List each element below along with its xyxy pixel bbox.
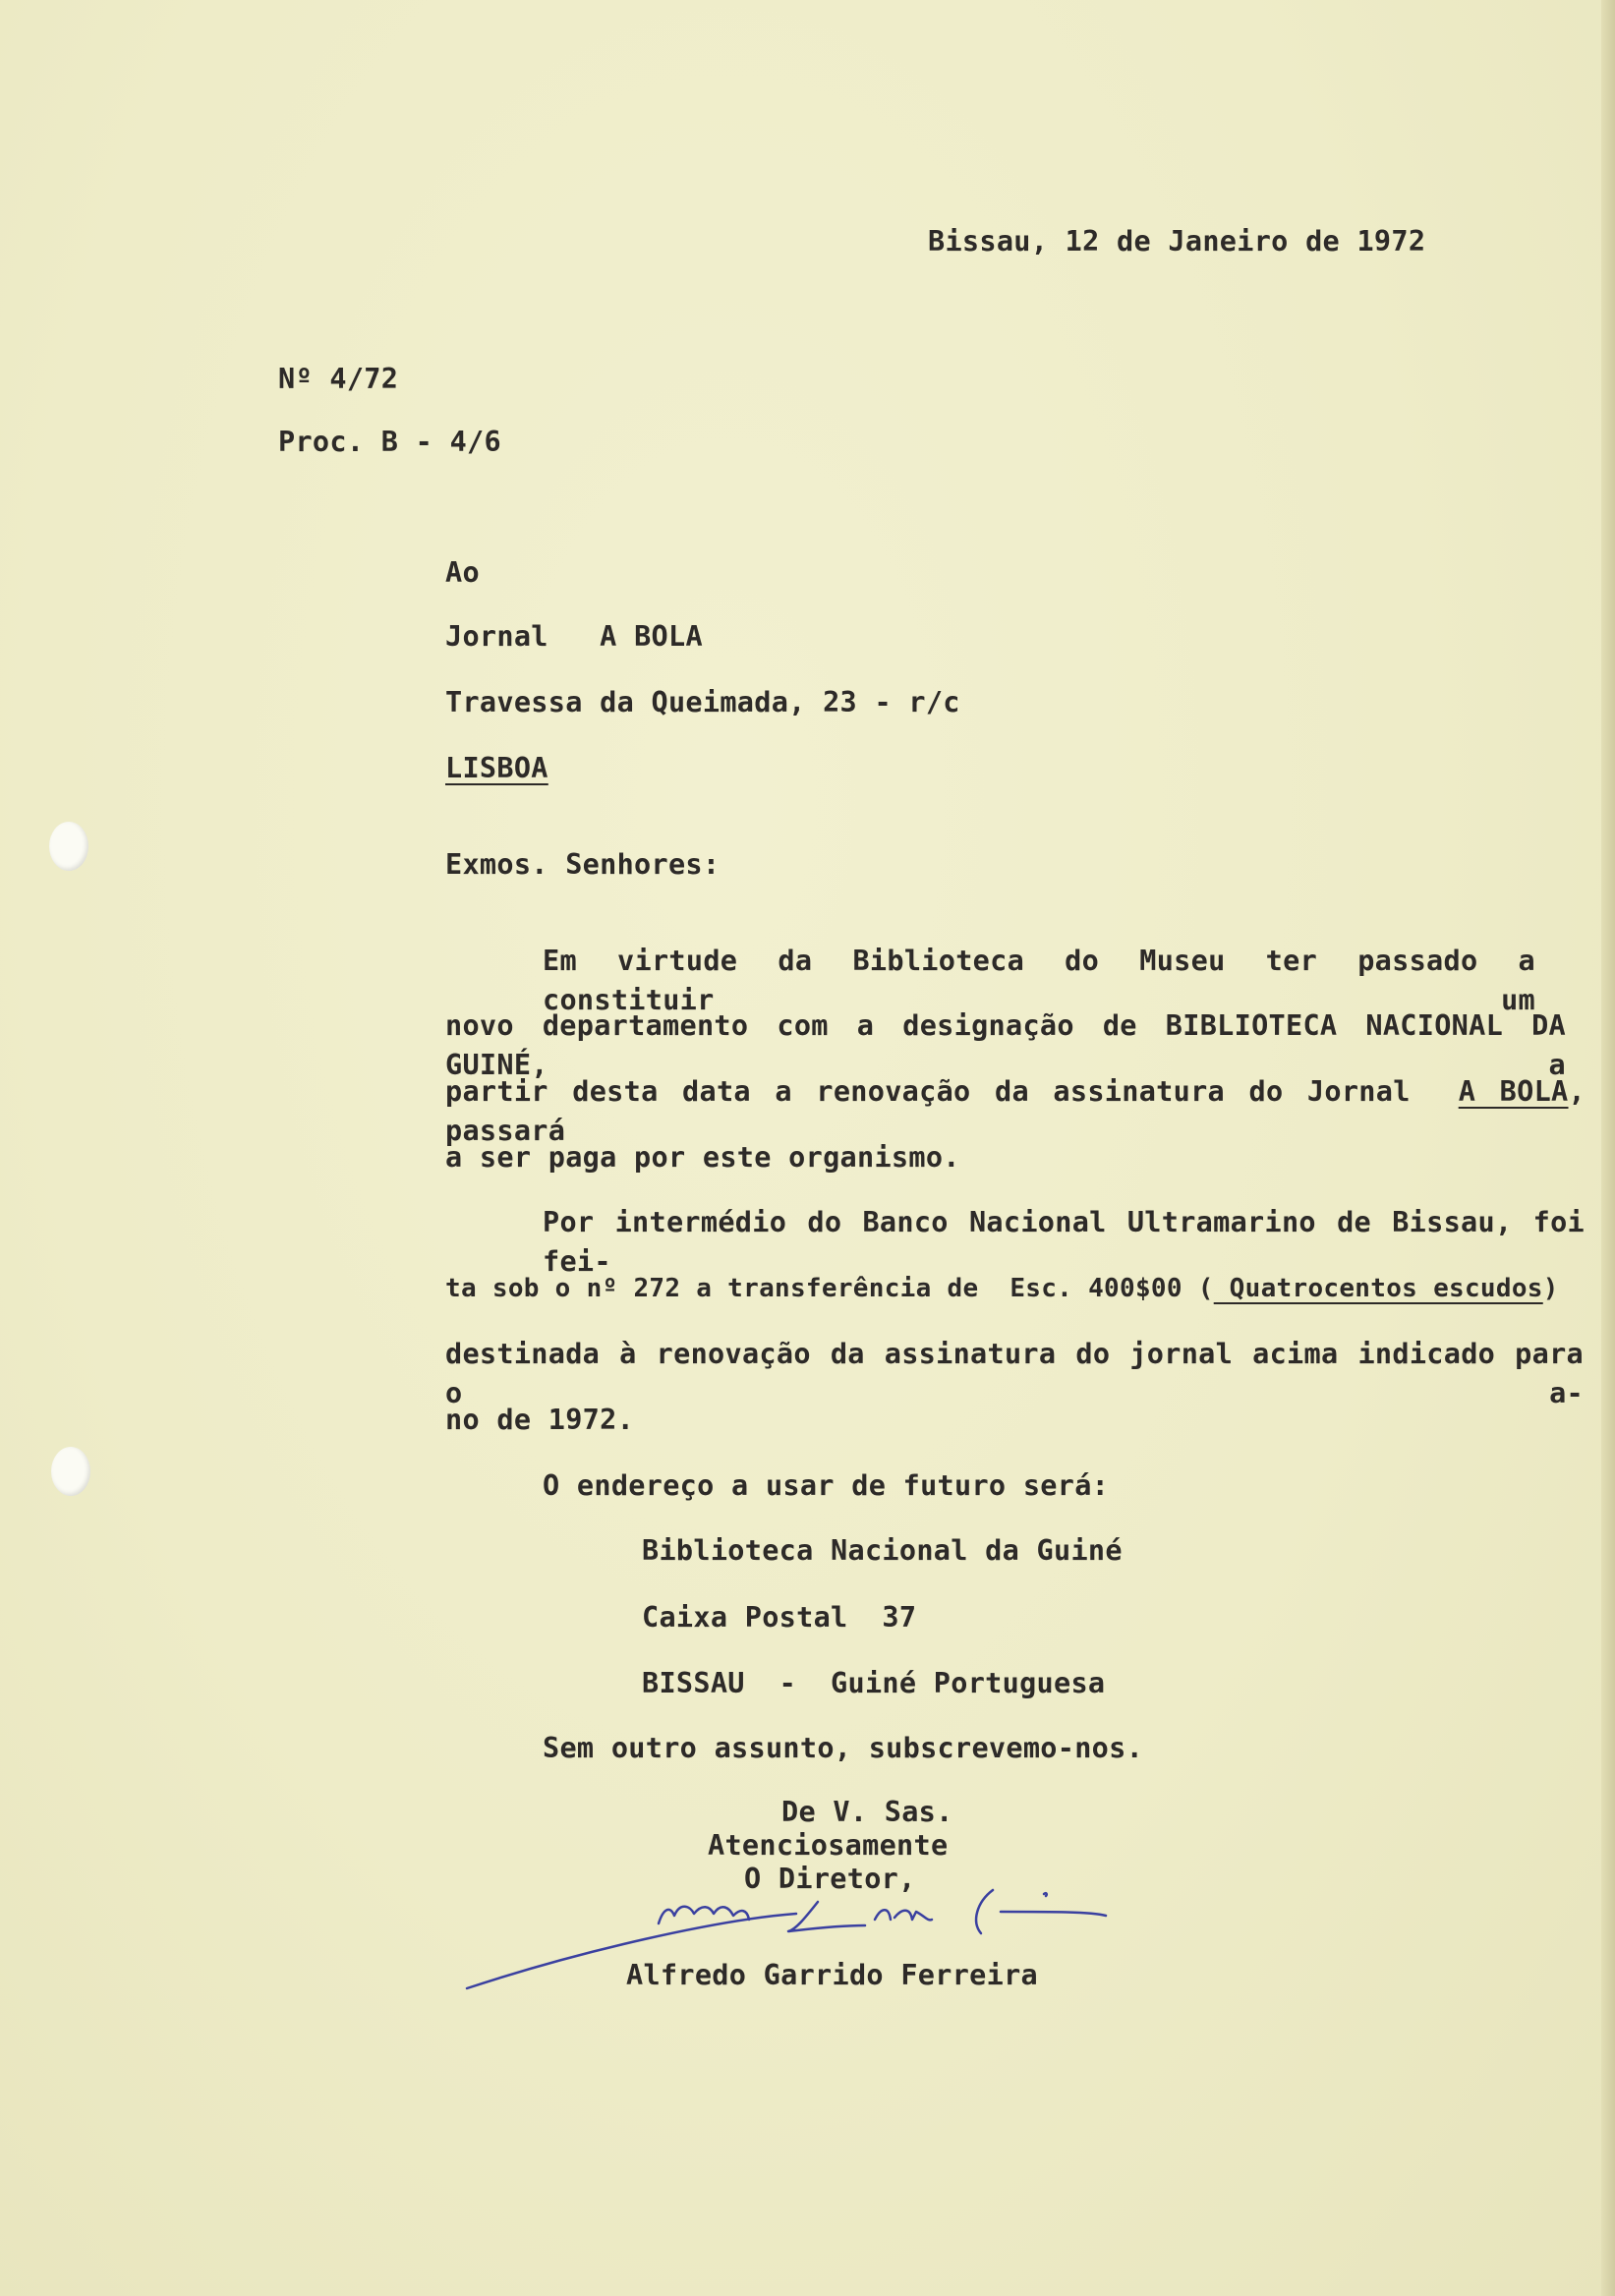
closing-line: Sem outro assunto, subscrevemo-nos. xyxy=(543,1732,1144,1764)
binder-hole-bottom xyxy=(51,1447,90,1496)
recipient-to: Ao xyxy=(445,556,480,589)
recipient-name-line xyxy=(445,617,703,657)
valediction-3: O Diretor, xyxy=(744,1863,916,1895)
valediction-1: De V. Sas. xyxy=(781,1796,953,1828)
signatory-name: Alfredo Garrido Ferreira xyxy=(626,1959,1039,1991)
future-address-intro: O endereço a usar de futuro será: xyxy=(543,1469,1110,1502)
place-date: Bissau, 12 de Janeiro de 1972 xyxy=(928,225,1426,258)
recipient-city: LISBOA xyxy=(445,752,548,784)
salutation: Exmos. Senhores: xyxy=(445,848,721,881)
paragraph2-line2-before: ta sob o nº 272 a transferência de Esc. 400$00 ( xyxy=(445,1274,1214,1303)
recipient-name-prefix: Jornal xyxy=(445,620,548,653)
binder-hole-top xyxy=(49,822,88,871)
valediction-2: Atenciosamente xyxy=(708,1829,949,1862)
paragraph1-line2: novo departamento com a designação de BIBLIOTECA NACIONAL DA GUINÉ, a xyxy=(445,1009,1566,1081)
recipient-name: A BOLA xyxy=(600,620,703,653)
reference-number: Nº 4/72 xyxy=(278,363,399,395)
paragraph1-line3-before: partir desta data a renovação da assinatura do Jornal xyxy=(445,1075,1411,1108)
amount-in-words: Quatrocentos escudos xyxy=(1213,1274,1543,1303)
paragraph2-line3: destinada à renovação da assinatura do jornal acima indicado para o a- xyxy=(445,1338,1584,1409)
paragraph2-line1: Por intermédio do Banco Nacional Ultramarino de Bissau, foi fei- xyxy=(543,1206,1585,1278)
paragraph2-line4: no de 1972. xyxy=(445,1404,635,1436)
future-address-line1: Biblioteca Nacional da Guiné xyxy=(642,1534,1123,1567)
paragraph2-line2-after: ) xyxy=(1542,1274,1559,1303)
process-number: Proc. B - 4/6 xyxy=(278,426,501,458)
future-address-line2: Caixa Postal 37 xyxy=(642,1601,917,1634)
newspaper-name-underlined: A BOLA xyxy=(1458,1075,1569,1108)
recipient-street: Travessa da Queimada, 23 - r/c xyxy=(445,686,960,718)
paper-edge xyxy=(1601,0,1615,2296)
paragraph2-line2 xyxy=(445,1269,1559,1308)
future-address-line3: BISSAU - Guiné Portuguesa xyxy=(642,1667,1106,1699)
paragraph1-line4: a ser paga por este organismo. xyxy=(445,1141,960,1174)
paragraph1-line3-after: , passará xyxy=(445,1075,1586,1147)
paragraph1-line1: Em virtude da Biblioteca do Museu ter passado a constituir um xyxy=(543,945,1535,1016)
